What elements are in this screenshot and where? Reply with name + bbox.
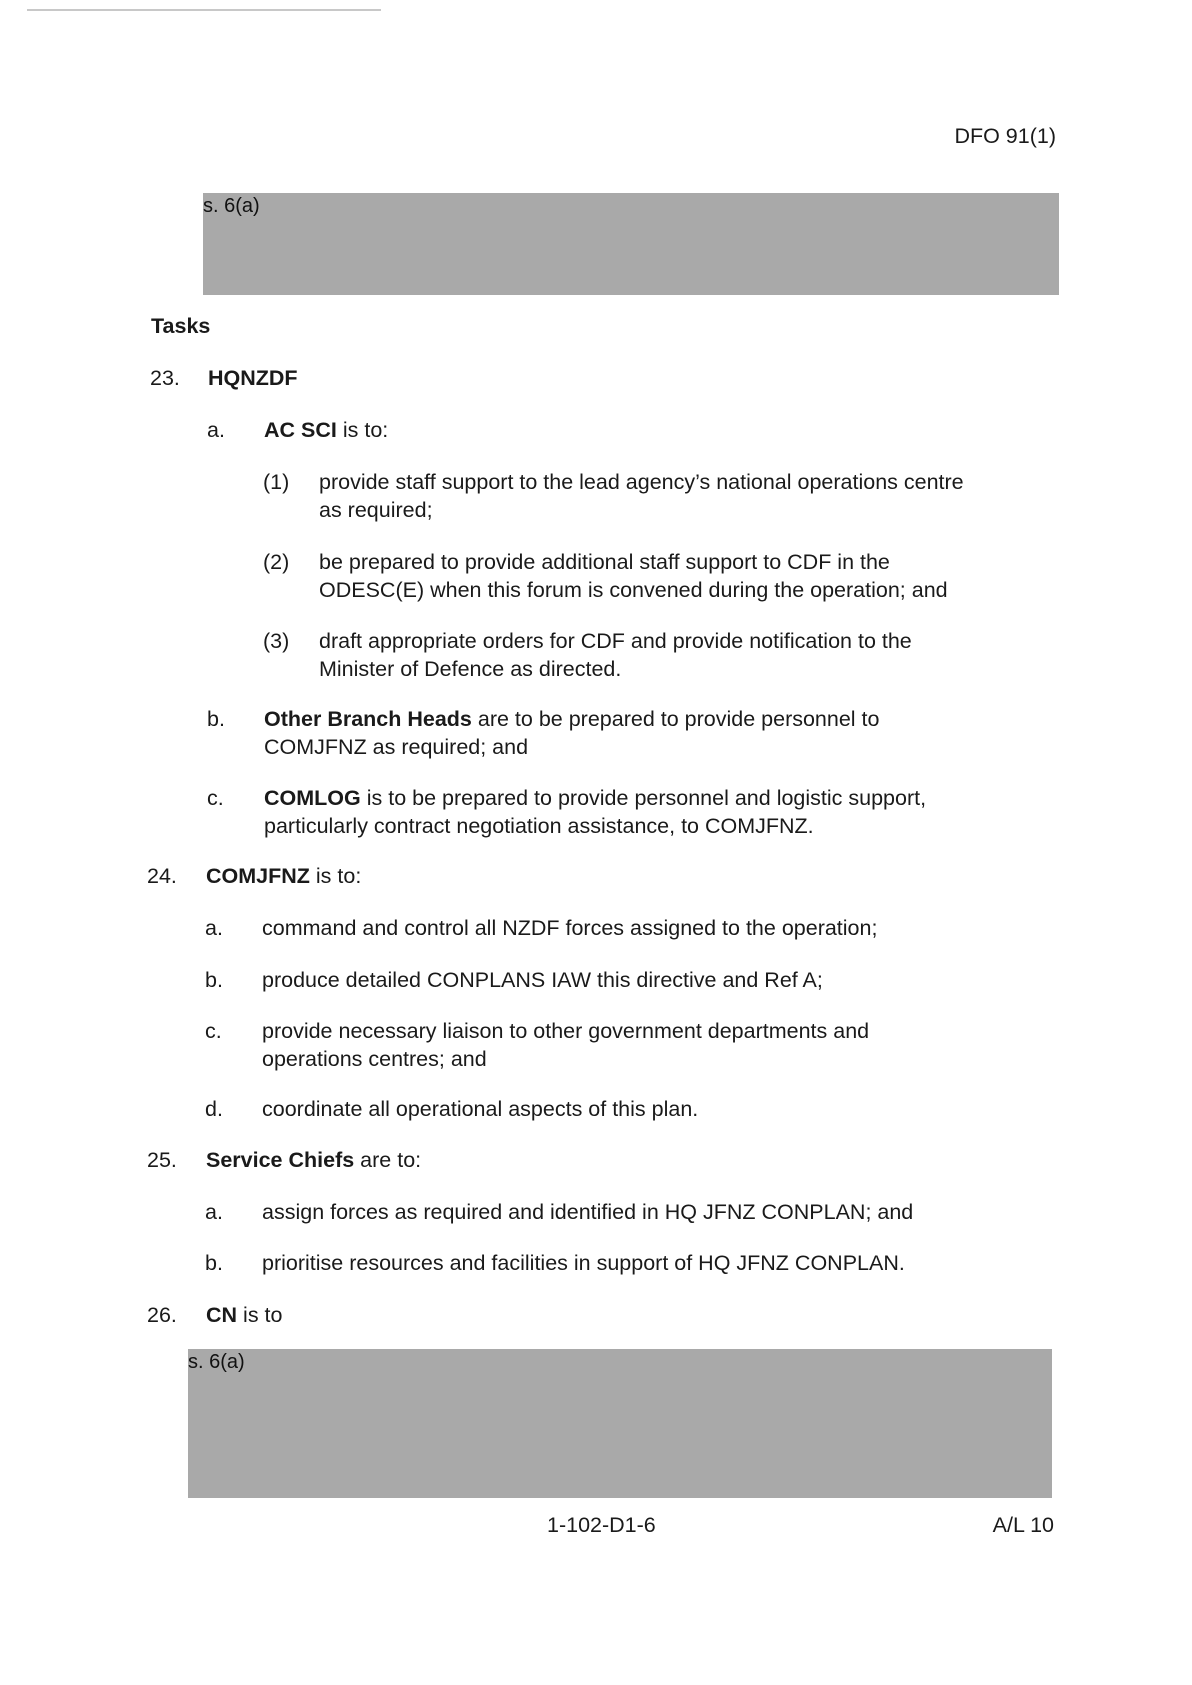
sub-para: coordinate all operational aspects of this plan.: [262, 1097, 699, 1121]
sub-letter: c.: [205, 1019, 222, 1043]
sub-letter: b.: [205, 1251, 223, 1275]
sub-letter: a.: [207, 418, 225, 442]
para-heading: Service Chiefs are to:: [206, 1148, 422, 1172]
para-number: 24.: [147, 864, 177, 888]
para-heading: CN is to: [206, 1303, 283, 1327]
sub-letter: a.: [205, 916, 223, 940]
redaction-block: [203, 193, 1059, 295]
item-number: (1): [263, 470, 290, 494]
amendment-number: A/L 10: [992, 1513, 1054, 1537]
item-text: draft appropriate orders for CDF and provide notification to the Minister of Defence as directed.: [319, 629, 912, 681]
item-text: be prepared to provide additional staff support to CDF in the ODESC(E) when this forum is convened during the operation; and: [319, 550, 948, 602]
page-identifier: 1-102-D1-6: [547, 1513, 656, 1537]
document-reference: DFO 91(1): [954, 124, 1056, 148]
text: is to:: [336, 418, 389, 442]
redaction-block: [188, 1349, 1052, 1498]
para-number: 25.: [147, 1148, 177, 1172]
para-heading: COMJFNZ is to:: [206, 864, 362, 888]
sub-para: prioritise resources and facilities in support of HQ JFNZ CONPLAN.: [262, 1251, 905, 1275]
sub-letter: d.: [205, 1097, 223, 1121]
sub-para: [264, 416, 388, 444]
scan-line: [27, 9, 381, 11]
item-number: (2): [263, 550, 290, 574]
sub-letter: b.: [207, 707, 225, 731]
item-number: (3): [263, 629, 290, 653]
sub-para: Other Branch Heads are to be prepared to provide personnel to COMJFNZ as required; and: [264, 707, 880, 759]
para-heading: HQNZDF: [208, 366, 298, 390]
redaction-label: s. 6(a): [203, 195, 260, 217]
sub-letter: a.: [205, 1200, 223, 1224]
bold-term: AC SCI: [264, 418, 337, 442]
sub-letter: c.: [207, 786, 224, 810]
sub-para: provide necessary liaison to other government departments and operations centres; and: [262, 1019, 870, 1071]
redaction-label: s. 6(a): [188, 1351, 245, 1373]
sub-para: assign forces as required and identified in HQ JFNZ CONPLAN; and: [262, 1200, 914, 1224]
section-title: Tasks: [151, 314, 211, 338]
sub-letter: b.: [205, 968, 223, 992]
item-text: provide staff support to the lead agency’s national operations centre as required;: [319, 470, 964, 522]
sub-para: produce detailed CONPLANS IAW this directive and Ref A;: [262, 968, 823, 992]
sub-para: command and control all NZDF forces assigned to the operation;: [262, 916, 878, 940]
sub-para: COMLOG is to be prepared to provide personnel and logistic support, particularly contract negotiation assistance, to COMJFNZ.: [264, 786, 927, 838]
para-number: 23.: [150, 366, 180, 390]
para-number: 26.: [147, 1303, 177, 1327]
